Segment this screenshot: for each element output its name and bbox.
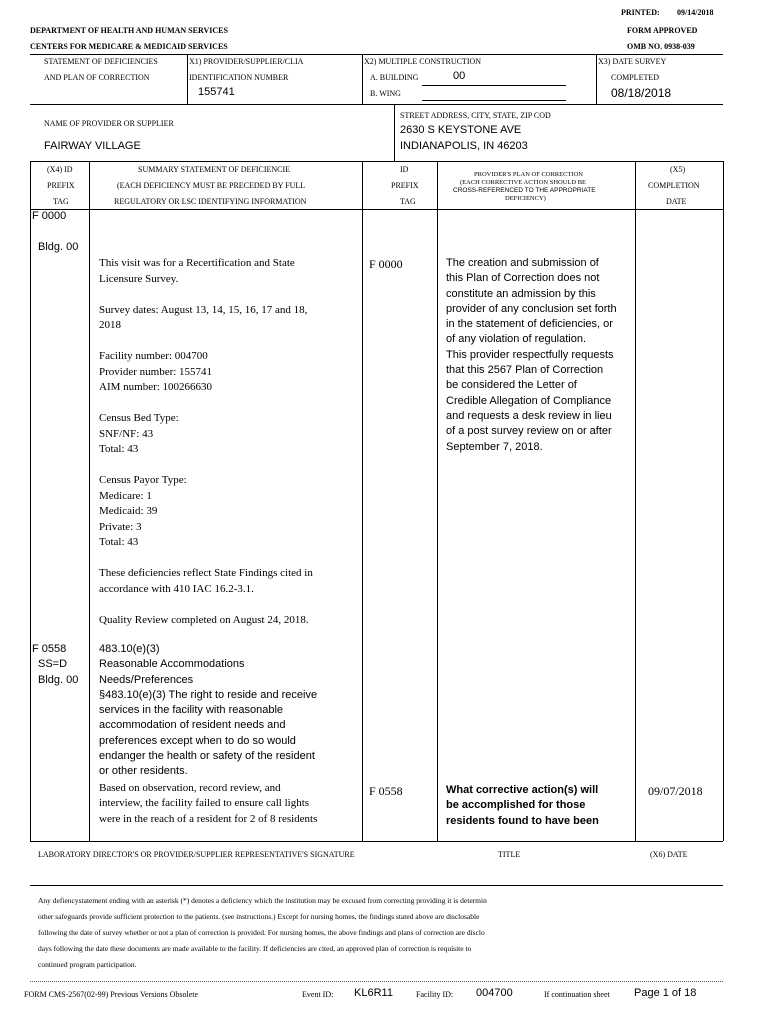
plan-instruction-label: (EACH CORRECTIVE ACTION SHOULD BE bbox=[460, 179, 587, 186]
x4-tag-label: TAG bbox=[53, 197, 69, 206]
page-number: Page 1 of 18 bbox=[634, 987, 697, 999]
completion-date-2: 09/07/2018 bbox=[648, 784, 703, 798]
plan-text-2: What corrective action(s) will be accomplished for those residents found to have been bbox=[446, 784, 599, 827]
date-label: DATE bbox=[666, 197, 687, 206]
plan-crossref-label: CROSS-REFERENCED TO THE APPROPRIATE bbox=[453, 187, 596, 194]
signature-label: LABORATORY DIRECTOR'S OR PROVIDER/SUPPLIER REPRESENTATIVE'S SIGNATURE bbox=[38, 850, 355, 859]
id-tag-f0000: F 0000 bbox=[369, 257, 403, 271]
building-tag-1: Bldg. 00 bbox=[38, 241, 79, 253]
form-number: FORM CMS-2567(02-99) Previous Versions Obsolete bbox=[24, 990, 199, 999]
finding-text: Based on observation, record review, and interview, the facility failed to ensure call lights were in the reach of a resident for 2 of 8 residents bbox=[99, 782, 318, 825]
date-survey-label: X3) DATE SURVEY bbox=[598, 57, 667, 66]
summary-statement-label: SUMMARY STATEMENT OF DEFICIENCIE bbox=[138, 165, 291, 174]
address-line-2: INDIANAPOLIS, IN 46203 bbox=[400, 140, 528, 152]
title-label: TITLE bbox=[498, 850, 521, 859]
completed-label: COMPLETED bbox=[611, 73, 659, 82]
event-id-label: Event ID: bbox=[302, 990, 334, 999]
summary-instruction-label: (EACH DEFICIENCY MUST BE PRECEDED BY FULL bbox=[117, 181, 306, 190]
survey-date-value: 08/18/2018 bbox=[611, 86, 672, 100]
plan-text-1: The creation and submission of this Plan of Correction does not constitute an admission by this provider of any conclusion set forth in the statement of deficiencies, or of any violation of regulation. This provider respectfully requests that this 2567 Plan of Correction be considered the Letter of Credible Allegation of Compliance and requests a desk review in lieu of a post survey review on or after September 7, 2018. bbox=[446, 257, 617, 453]
id-tag-f0558: F 0558 bbox=[369, 784, 403, 798]
printed-label: PRINTED: bbox=[621, 8, 660, 17]
x6-date-label: (X6) DATE bbox=[650, 850, 688, 859]
continuation-label: If continuation sheet bbox=[544, 990, 610, 999]
prefix-tag-f0558: F 0558 SS=D Bldg. 00 bbox=[32, 643, 79, 686]
multiple-construction-label: X2) MULTIPLE CONSTRUCTION bbox=[364, 57, 482, 66]
facility-id-value: 004700 bbox=[476, 987, 513, 999]
provider-name-label: NAME OF PROVIDER OR SUPPLIER bbox=[44, 119, 174, 128]
omb-number: OMB NO. 0938-039 bbox=[627, 42, 695, 51]
x5-label: (X5) bbox=[670, 165, 686, 174]
event-id-value: KL6R11 bbox=[354, 987, 393, 999]
form-approved: FORM APPROVED bbox=[627, 26, 698, 35]
provider-name-value: FAIRWAY VILLAGE bbox=[44, 140, 141, 152]
id-prefix-label: PREFIX bbox=[391, 181, 419, 190]
plan-of-correction-label: PROVIDER'S PLAN OF CORRECTION bbox=[474, 171, 583, 178]
building-value: 00 bbox=[453, 70, 466, 82]
id-tag-label: TAG bbox=[400, 197, 416, 206]
plan-deficiency-label: DEFICIENCY) bbox=[505, 195, 546, 202]
statement-label: STATEMENT OF DEFICIENCIES bbox=[44, 57, 158, 66]
building-label: A. BUILDING bbox=[370, 73, 419, 82]
prefix-tag-f0000: F 0000 bbox=[32, 210, 67, 222]
address-line-1: 2630 S KEYSTONE AVE bbox=[400, 124, 522, 136]
centers-title: CENTERS FOR MEDICARE & MEDICAID SERVICES bbox=[30, 42, 228, 51]
provider-number-value: 155741 bbox=[198, 86, 235, 98]
id-label: ID bbox=[400, 165, 409, 174]
street-address-label: STREET ADDRESS, CITY, STATE, ZIP COD bbox=[400, 111, 551, 120]
x4-prefix-label: PREFIX bbox=[47, 181, 75, 190]
facility-id-label: Facility ID: bbox=[416, 990, 454, 999]
plan-label: AND PLAN OF CORRECTION bbox=[44, 73, 150, 82]
printed-date: 09/14/2018 bbox=[677, 8, 714, 17]
completion-label: COMPLETION bbox=[648, 181, 700, 190]
wing-label: B. WING bbox=[370, 89, 401, 98]
provider-id-label: X1) PROVIDER/SUPPLIER/CLIA bbox=[189, 57, 304, 66]
summary-text-1: This visit was for a Recertification and State Licensure Survey. Survey dates: August 13, 14, 15, 16, 17 and 18, 2018 Facility number: 004700 Provider number: 155741 AIM number: 100266630 Census Bed Type: SNF/NF: 43 Total: 43 Census Payor Type: Medicare: 1 Medicaid: 39 Private: 3 Total: 43 These deficiencies reflect State Findings cited in accordance with 410 IAC 16.2-3.1. Quality Review completed on August 24, 2018. bbox=[99, 257, 313, 626]
x4-id-label: (X4) ID bbox=[47, 165, 73, 174]
identification-number-label: IDENTIFICATION NUMBER bbox=[189, 73, 289, 82]
regulation-text: 483.10(e)(3) Reasonable Accommodations Needs/Preferences §483.10(e)(3) The right to reside and receive services in the facility with reasonable accommodation of resident needs and preferences except when to do so would endanger the health or safety of the resident or other residents. bbox=[99, 643, 318, 778]
department-title: DEPARTMENT OF HEALTH AND HUMAN SERVICES bbox=[30, 26, 228, 35]
summary-regulatory-label: REGULATORY OR LSC IDENTIFYING INFORMATION bbox=[114, 197, 307, 206]
disclaimer-notice: Any defiencystatement ending with an asterisk (*) denotes a deficiency which the institution may be excused from correcting providing it is determin other safeguards provide sufficient protection to the patients. (see instructions.) Except for nursing homes, the findings stated above are disclosable following the date of survey whether or not a plan of correction is provided. For nursing homes, the above findings and plans of correction are disclo days following the date these documents are made available to the facility. If deficiencies are cited, an approved plan of correction is requisite to continued program participation. bbox=[38, 896, 487, 969]
